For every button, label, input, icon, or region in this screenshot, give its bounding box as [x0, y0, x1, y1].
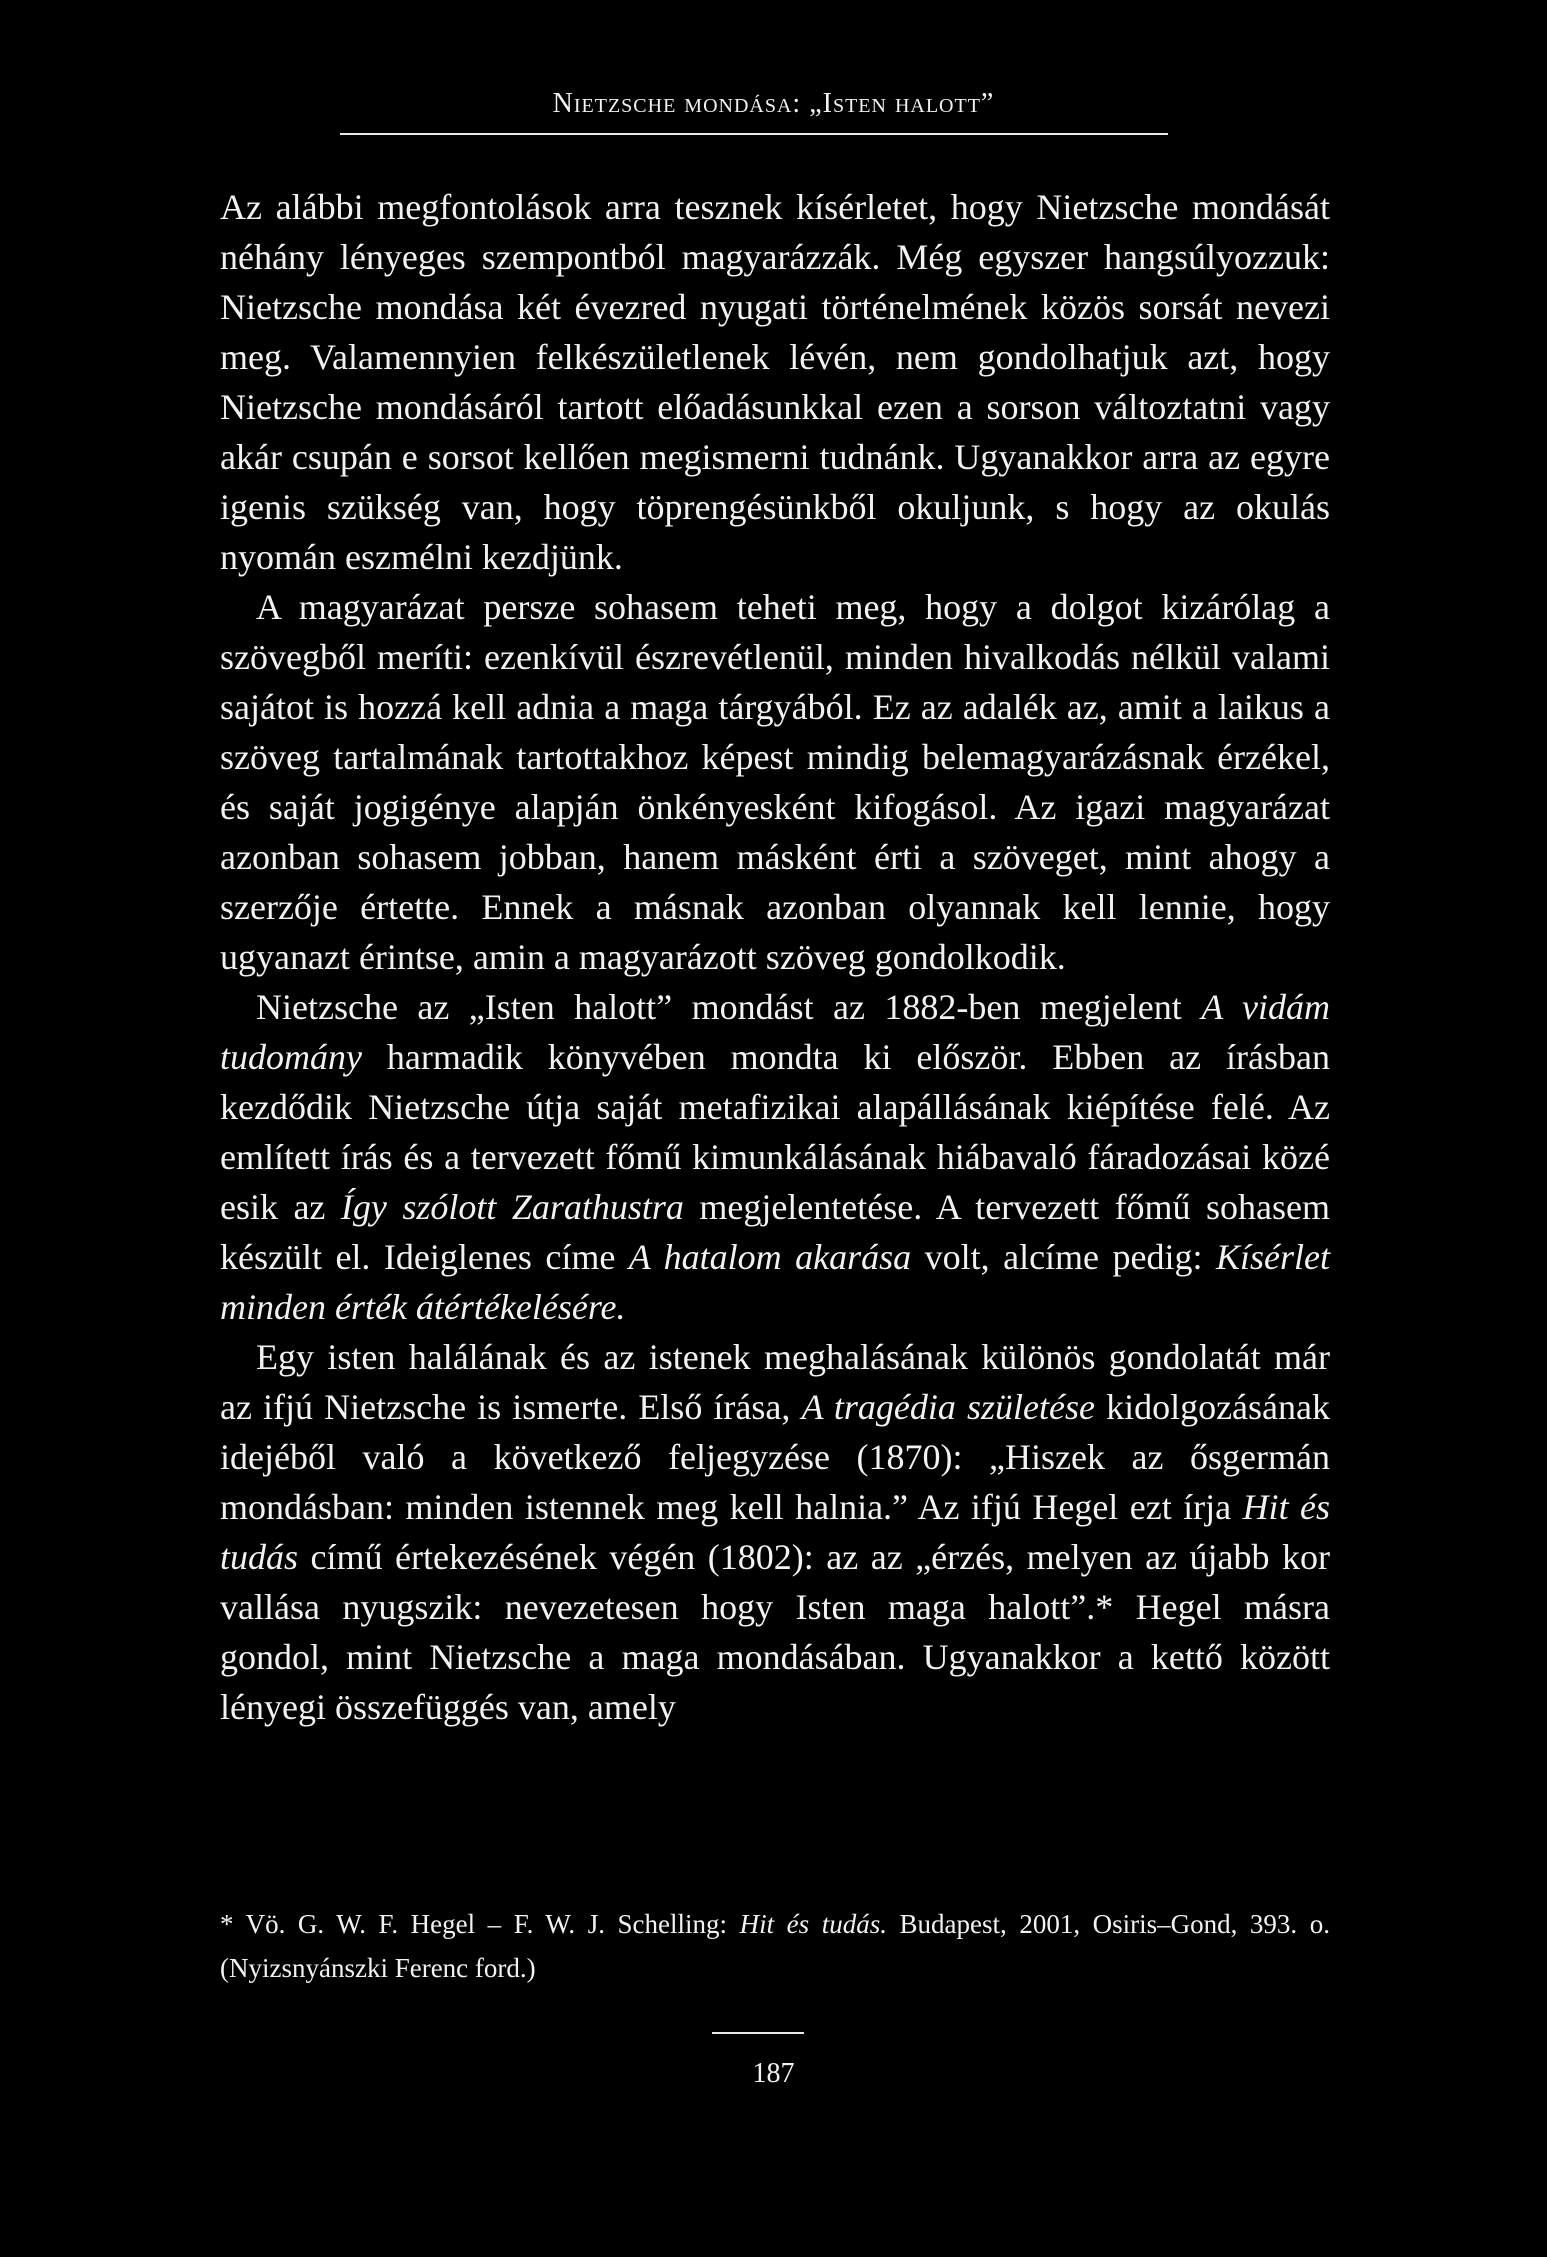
paragraph-3	[220, 982, 1330, 1332]
paragraph-4	[220, 1332, 1330, 1732]
paragraph-4-run-5: című értekezésének végén (1802): az az „érzés, melyen az újabb kor vallása nyugszik: nevezetesen hogy Isten maga halott”.* Hegel másra gondol, mint Nietzsche a maga mondásában. Ugyanakkor a kettő között lényegi összefüggés van, amely	[220, 1537, 1330, 1727]
page-number: 187	[752, 2058, 795, 2089]
footnote	[220, 1902, 1330, 1990]
paragraph-3-run-7: volt, alcíme pedig:	[911, 1237, 1216, 1277]
paragraph-3-run-8-italic: Kísérlet minden érték átértékelésére.	[220, 1237, 1330, 1327]
paragraph-3-run-5: megjelentetése. A tervezett főmű sohasem készült el. Ideiglenes címe	[220, 1187, 1331, 1277]
paragraph-3-run-6-italic: A hatalom akarása	[628, 1237, 912, 1277]
paragraph-2	[220, 582, 1330, 982]
paragraph-4-run-3: kidolgozásának idejéből való a következő feljegyzése (1870): „Hiszek az ősgermán mondásban: minden istennek meg kell halnia.” Az ifjú Hegel ezt írja	[220, 1387, 1330, 1527]
footnote-run-2-italic: Hit és tudás.	[739, 1909, 887, 1939]
paragraph-2-run-1: A magyarázat persze sohasem teheti meg, hogy a dolgot kizárólag a szövegből meríti: ezenkívül észrevétlenül, minden hivalkodás nélkül valami sajátot is hozzá kell adnia a maga tárgyából. Ez az adalék az, amit a laikus a szöveg tartalmának tartottakhoz képest mindig belemagyarázásnak érzékel, és saját jogigénye alapján önkényesként kifogásol. Az igazi magyarázat azonban sohasem jobban, hanem másként érti a szöveget, mint ahogy a szerzője értette. Ennek a másnak azonban olyannak kell lennie, hogy ugyanazt érintse, amin a magyarázott szöveg gondolkodik.	[220, 587, 1330, 977]
paragraph-4-run-1: Egy isten halálának és az istenek meghalásának különös gondolatát már az ifjú Nietzsche is ismerte. Első írása,	[220, 1337, 1330, 1427]
page-number-rule	[712, 2032, 804, 2034]
running-head-rule	[340, 133, 1168, 135]
footnote-run-3: Budapest, 2001, Osiris–Gond, 393. o. (Nyizsnyánszki Ferenc ford.)	[220, 1909, 1330, 1983]
paragraph-1	[220, 182, 1330, 582]
paragraph-1-run-1: Az alábbi megfontolások arra tesznek kísérletet, hogy Nietzsche mondását néhány lényeges szempontból magyarázzák. Még egyszer hangsúlyozzuk: Nietzsche mondása két évezred nyugati történelmének közös sorsát nevezi meg. Valamennyien felkészületlenek lévén, nem gondolhatjuk azt, hogy Nietzsche mondásáról tartott előadásunkkal ezen a sorson változtatni vagy akár csupán e sorsot kellően megismerni tudnánk. Ugyanakkor arra az egyre igenis szükség van, hogy töprengésünkből okuljunk, s hogy az okulás nyomán eszmélni kezdjünk.	[220, 187, 1330, 577]
running-head: Nietzsche mondása: „Isten halott”	[552, 88, 995, 119]
paragraph-3-run-2-italic: A vidám tudomány	[220, 987, 1330, 1077]
footnote-text	[220, 1902, 1330, 1990]
paragraph-4-run-4-italic: Hit és tudás	[220, 1487, 1330, 1577]
paragraph-3-run-4-italic: Így szólott Zarathustra	[340, 1187, 684, 1227]
paragraph-3-run-1: Nietzsche az „Isten halott” mondást az 1882-ben megjelent	[256, 987, 1202, 1027]
paragraph-3-run-3: harmadik könyvében mondta ki először. Ebben az írásban kezdődik Nietzsche útja saját metafizikai alapállásának kiépítése felé. Az említett írás és a tervezett főmű kimunkálásának hiábavaló fáradozásai közé esik az	[220, 1037, 1330, 1227]
footnote-run-1: * Vö. G. W. F. Hegel – F. W. J. Schelling:	[220, 1909, 740, 1939]
paragraph-4-run-2-italic: A tragédia születése	[801, 1387, 1095, 1427]
body-text	[220, 182, 1330, 1732]
